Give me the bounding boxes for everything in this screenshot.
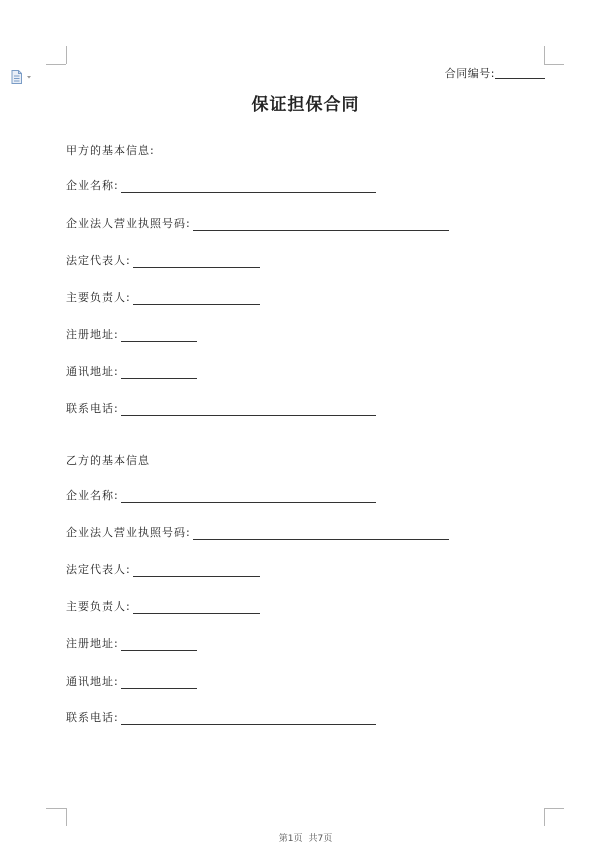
party-b-mailing-address (66, 673, 197, 689)
registered-address-field[interactable] (121, 327, 197, 342)
license-number-field[interactable] (193, 216, 449, 231)
field-label: 主要负责人: (66, 600, 131, 613)
field-label: 注册地址: (66, 637, 119, 650)
crop-mark-top-right (544, 64, 564, 65)
phone-field[interactable] (121, 710, 376, 725)
chevron-down-icon (27, 76, 31, 79)
party-a-mailing-address (66, 363, 197, 379)
party-a-license-number (66, 215, 449, 231)
field-label: 联系电话: (66, 711, 119, 724)
crop-mark-bottom-left (46, 808, 66, 809)
field-label: 企业法人营业执照号码: (66, 526, 191, 539)
page-total: 共7页 (308, 834, 333, 844)
contract-number-label: 合同编号: (444, 67, 495, 80)
party-b-principal (66, 598, 260, 614)
party-a-legal-rep (66, 252, 260, 268)
party-a-heading: 甲方的基本信息: (66, 144, 155, 157)
crop-mark-top-left (46, 64, 66, 65)
principal-field[interactable] (133, 599, 260, 614)
field-label: 法定代表人: (66, 563, 131, 576)
license-number-field[interactable] (193, 525, 449, 540)
contract-number (445, 65, 545, 81)
legal-representative-field[interactable] (133, 562, 260, 577)
field-label: 企业法人营业执照号码: (66, 217, 191, 230)
crop-mark-bottom-left (66, 808, 67, 826)
crop-mark-bottom-right (544, 808, 564, 809)
mailing-address-field[interactable] (121, 674, 197, 689)
party-b-company-name (66, 487, 376, 503)
legal-representative-field[interactable] (133, 253, 260, 268)
field-label: 法定代表人: (66, 254, 131, 267)
party-b-registered-address (66, 635, 197, 651)
registered-address-field[interactable] (121, 636, 197, 651)
party-b-heading: 乙方的基本信息 (66, 454, 150, 467)
field-label: 企业名称: (66, 489, 119, 502)
document-icon (11, 70, 35, 84)
field-label: 企业名称: (66, 179, 119, 192)
page-footer (0, 831, 611, 844)
party-a-registered-address (66, 326, 197, 342)
field-label: 注册地址: (66, 328, 119, 341)
party-b-phone (66, 709, 376, 725)
field-label: 主要负责人: (66, 291, 131, 304)
contract-number-field[interactable] (495, 67, 545, 79)
crop-mark-top-right (544, 46, 545, 64)
company-name-field[interactable] (121, 178, 376, 193)
phone-field[interactable] (121, 401, 376, 416)
crop-mark-bottom-right (544, 808, 545, 826)
page-current: 第1页 (278, 834, 303, 844)
party-a-principal (66, 289, 260, 305)
field-label: 通讯地址: (66, 675, 119, 688)
page-title: 保证担保合同 (251, 95, 360, 115)
document-menu-button[interactable] (11, 69, 35, 83)
field-label: 通讯地址: (66, 365, 119, 378)
company-name-field[interactable] (121, 488, 376, 503)
principal-field[interactable] (133, 290, 260, 305)
party-a-phone (66, 400, 376, 416)
mailing-address-field[interactable] (121, 364, 197, 379)
party-b-legal-rep (66, 561, 260, 577)
crop-mark-top-left (66, 46, 67, 64)
party-a-company-name (66, 177, 376, 193)
field-label: 联系电话: (66, 402, 119, 415)
party-b-license-number (66, 524, 449, 540)
